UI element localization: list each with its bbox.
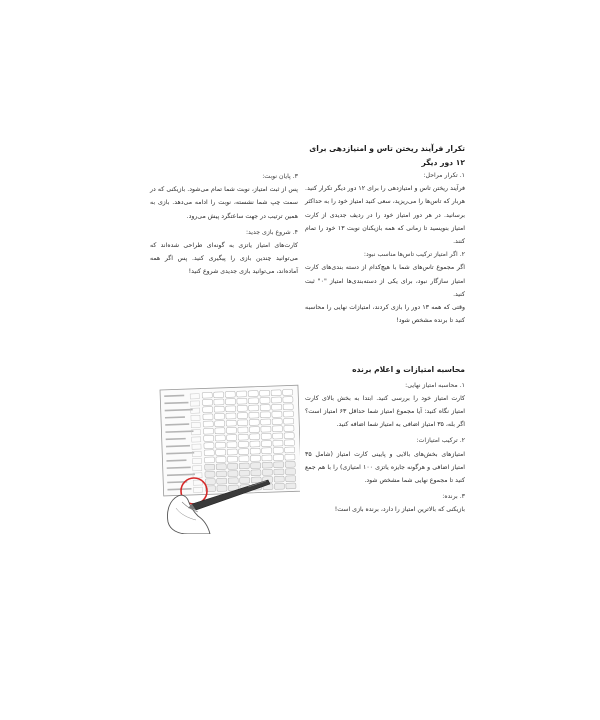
step1-heading: ۱. تکرار مراحل: (423, 172, 465, 179)
step2-heading: ۲. اگر امتیاز ترکیب تاس‌ها مناسب نبود: (363, 251, 465, 259)
step3-text: پس از ثبت امتیاز، نوبت شما تمام می‌شود. بازیکنی که در سمت چپ شما نشسته، نوبت را ادامه می‌دهد. بازی به همین ترتیب در جهت ساعتگرد پیش می‌رود. (150, 186, 298, 220)
section1-title: تکرار فرآیند ریختن تاس و امتیازدهی برای ۱۲ دور دیگر (309, 144, 465, 167)
section1-right-column (305, 142, 465, 327)
s2-step1-text: کارت امتیاز خود را بررسی کنید. ابتدا به بخش بالای کارت امتیاز نگاه کنید: آیا مجموع امتیاز شما حداقل ۶۳ امتیاز است؟ اگر بله، ۳۵ امتیاز اضافی به امتیاز شما اضافه کنید. (305, 394, 466, 429)
scorecard-with-pen-illustration (148, 384, 300, 534)
scorecard-illustration (148, 384, 300, 534)
s2-step2-text: امتیازهای بخش‌های بالایی و پایینی کارت امتیاز (شامل ۳۵ امتیاز اضافی و هرگونه جایزه یاتزی ۱۰۰ امتیازی) را با هم جمع کنید تا مجموع نهایی شما مشخص شود. (305, 450, 466, 484)
section2-title: محاسبه امتیازات و اعلام برنده (352, 365, 465, 374)
s2-step2-heading: ۲. ترکیب امتیازات: (416, 437, 465, 445)
s2-step3-heading: ۳. برنده: (442, 493, 465, 501)
step3-heading: ۳. پایان نوبت: (262, 173, 298, 180)
step1-text: فرآیند ریختن تاس و امتیازدهی را برای ۱۲ دور دیگر تکرار کنید. هربار که تاس‌ها را می‌ریزید، سعی کنید امتیاز خود را به حداکثر برسانید. در هر دور امتیاز خود را در ردیف جدیدی از کارت امتیاز بنویسید تا زمانی که همه بازیکنان نوبت ۱۳ خود را تمام کنند. (305, 185, 465, 246)
section1-left-column (150, 170, 298, 279)
step2-end-text: وقتی که همه ۱۳ دور را بازی کردند، امتیازات نهایی را محاسبه کنید تا برنده مشخص شود! (305, 304, 465, 325)
s2-step1-heading: ۱. محاسبه امتیاز نهایی: (405, 381, 465, 389)
section2-right-column (305, 363, 465, 517)
s2-step3-text: بازیکنی که بالاترین امتیاز را دارد، برنده بازی است! (334, 506, 465, 514)
step4-heading: ۴. شروع بازی جدید: (245, 228, 298, 236)
step2-text: اگر مجموع تاس‌های شما با هیچ‌کدام از دسته بندی‌های کارت امتیاز سازگار نبود، برای یکی از دسته‌بندی‌ها امتیاز "۰" ثبت کنید. (305, 264, 465, 298)
step4-text: کارت‌های امتیاز یاتزی به گونه‌ای طراحی شده‌اند که می‌توانید چندین بازی را پیگیری کنید. پس اگر همه آماده‌اند، می‌توانید بازی جدیدی شروع کنید! (150, 242, 298, 276)
